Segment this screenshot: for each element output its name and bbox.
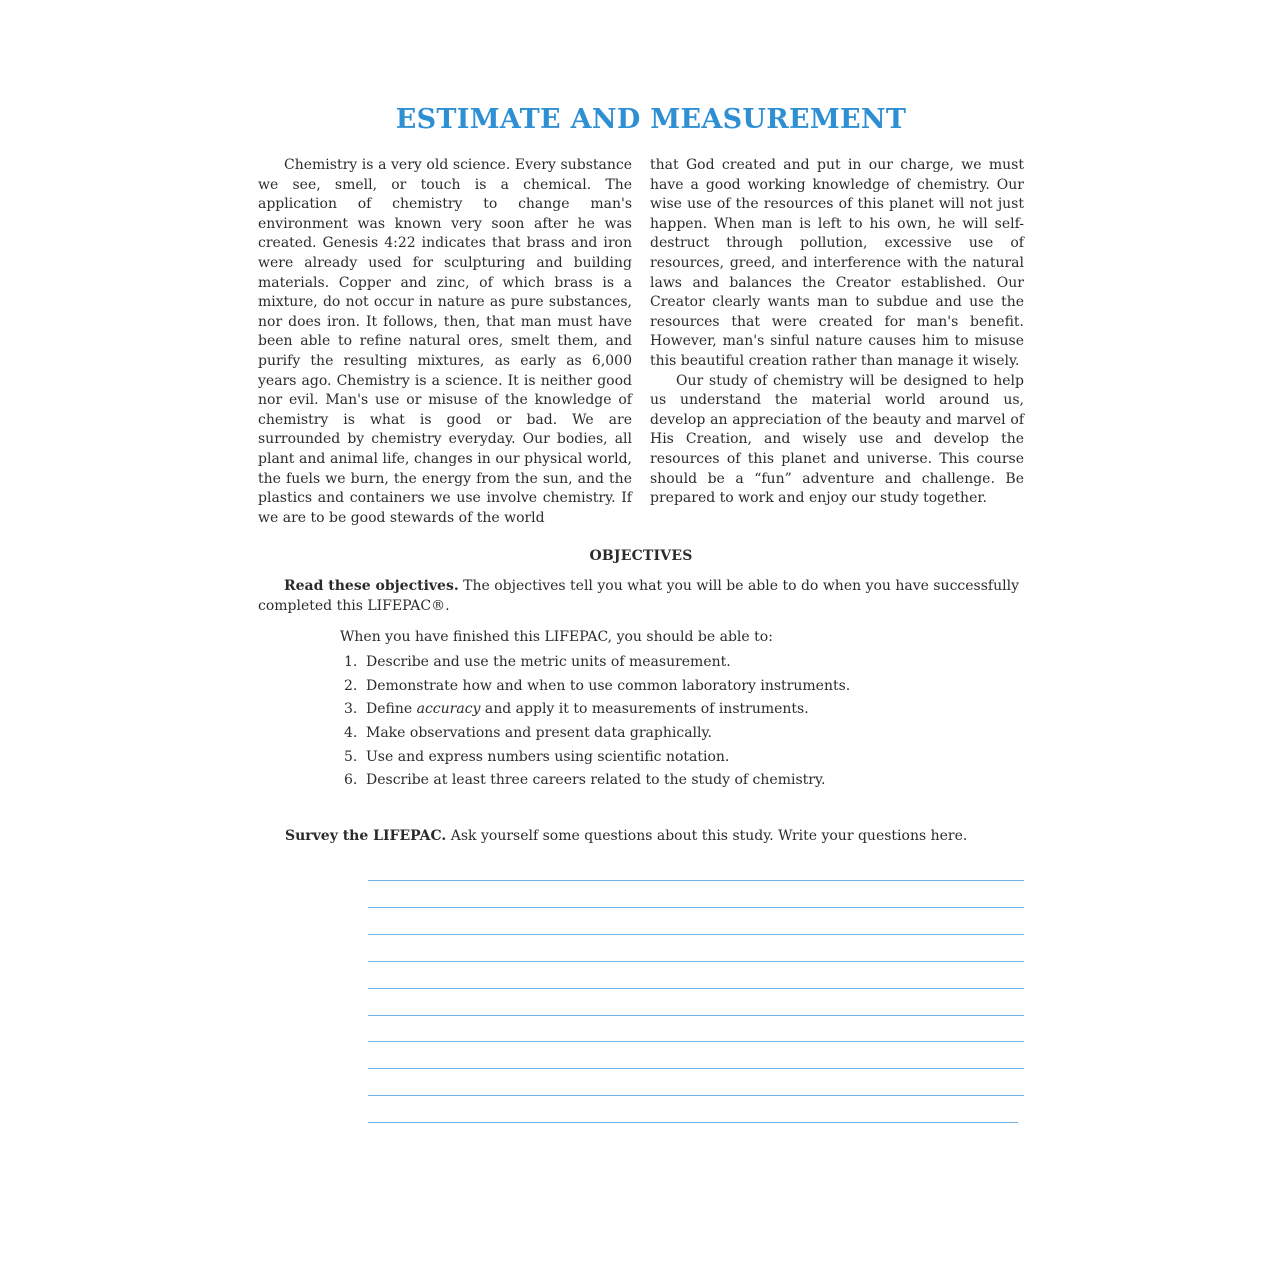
answer-line[interactable] — [368, 962, 1024, 989]
objective-item — [344, 699, 1024, 719]
survey-lead: Survey the LIFEPAC. — [285, 828, 447, 845]
objective-text: Use and express numbers using scientific notation. — [366, 748, 730, 765]
answer-line[interactable] — [368, 881, 1024, 908]
intro-columns — [258, 156, 1024, 528]
objective-text-pre: Define — [366, 701, 417, 718]
answer-line[interactable] — [368, 854, 1024, 881]
objective-item — [344, 770, 1024, 790]
survey-text: Ask yourself some questions about this study. Write your questions here. — [446, 828, 968, 845]
answer-line[interactable] — [368, 908, 1024, 935]
objective-item — [344, 747, 1024, 767]
objective-item — [344, 652, 1024, 672]
answer-line[interactable] — [368, 1096, 1018, 1123]
answer-line[interactable] — [368, 1069, 1024, 1096]
answer-line[interactable] — [368, 935, 1024, 962]
objective-number: 1. — [344, 654, 358, 671]
objective-number: 4. — [344, 725, 358, 742]
intro-paragraph-2: Our study of chemistry will be designed to help us understand the material world around us, develop an appreciation of the beauty and marvel of His Creation, and wisely use and develop the resources of this planet and universe. This course should be a “fun” adventure and challenge. Be prepared to work and enjoy our study together. — [650, 372, 1024, 507]
objective-number: 5. — [344, 748, 358, 765]
objective-text-post: and apply it to measurements of instruments. — [480, 701, 809, 718]
objective-item — [344, 676, 1024, 696]
survey-instructions — [285, 826, 1024, 846]
document-page — [258, 100, 1024, 1123]
objective-item — [344, 723, 1024, 743]
objective-text: Describe and use the metric units of measurement. — [366, 654, 731, 671]
intro-paragraph-1: Chemistry is a very old science. Every substance we see, smell, or touch is a chemical. The application of chemistry to change man's environment was known very soon after he was created. Genesis 4:22 indicates that brass and iron were already used for sculpturing and building materials. Copper and zinc, of which brass is a mixture, do not occur in nature as pure substances, nor does iron. It follows, then, that man must have been able to refine natural ores, smelt them, and purify the resulting mixtures, as early as 6,000 years ago. Chemistry is a science. It is neither good nor evil. Man's use or misuse of the knowledge of chemistry is what is good or bad. We are surrounded by chemistry everyday. Our bodies, all plant and animal life, changes in our physical world, the fuels we burn, the energy from the sun, and the plastics and containers we use involve chemistry. If we are to be good stewards of the world — [258, 157, 632, 526]
objective-emphasis-accuracy: accuracy — [416, 701, 481, 718]
objective-text — [366, 699, 809, 719]
objective-text: Make observations and present data graphically. — [366, 725, 713, 742]
objectives-intro — [258, 576, 1024, 616]
objective-number: 6. — [344, 772, 358, 789]
right-column — [650, 156, 1024, 528]
objectives-finish-text: When you have finished this LIFEPAC, you should be able to: — [340, 629, 773, 646]
objectives-intro-lead: Read these objectives. — [284, 578, 459, 595]
answer-line[interactable] — [368, 1042, 1024, 1069]
objective-number: 3. — [344, 701, 358, 718]
left-column — [258, 156, 632, 528]
answer-line[interactable] — [368, 1016, 1024, 1043]
intro-paragraph-1-continued: that God created and put in our charge, we must have a good working knowledge of chemistry. Our wise use of the resources of this planet will not just happen. When man is left to his own, he will self-destruct through pollution, excessive use of resources, greed, and interference with the natural laws and balances the Creator established. Our Creator clearly wants man to subdue and use the resources that were created for man's benefit. However, man's sinful nature causes him to misuse this beautiful creation rather than manage it wisely. — [650, 157, 1024, 369]
objectives-intro-text: The objectives tell you what you will be able to do when you have successfully completed this LIFEPAC®. — [258, 578, 1019, 615]
objective-text: Describe at least three careers related to the study of chemistry. — [366, 772, 826, 789]
page-title: ESTIMATE AND MEASUREMENT — [395, 104, 907, 135]
objectives-list — [344, 652, 1024, 790]
answer-line[interactable] — [368, 989, 1024, 1016]
objective-number: 2. — [344, 677, 358, 694]
objective-text: Demonstrate how and when to use common laboratory instruments. — [366, 677, 851, 694]
answer-lines — [368, 854, 1024, 1123]
objectives-heading: OBJECTIVES — [589, 548, 693, 565]
